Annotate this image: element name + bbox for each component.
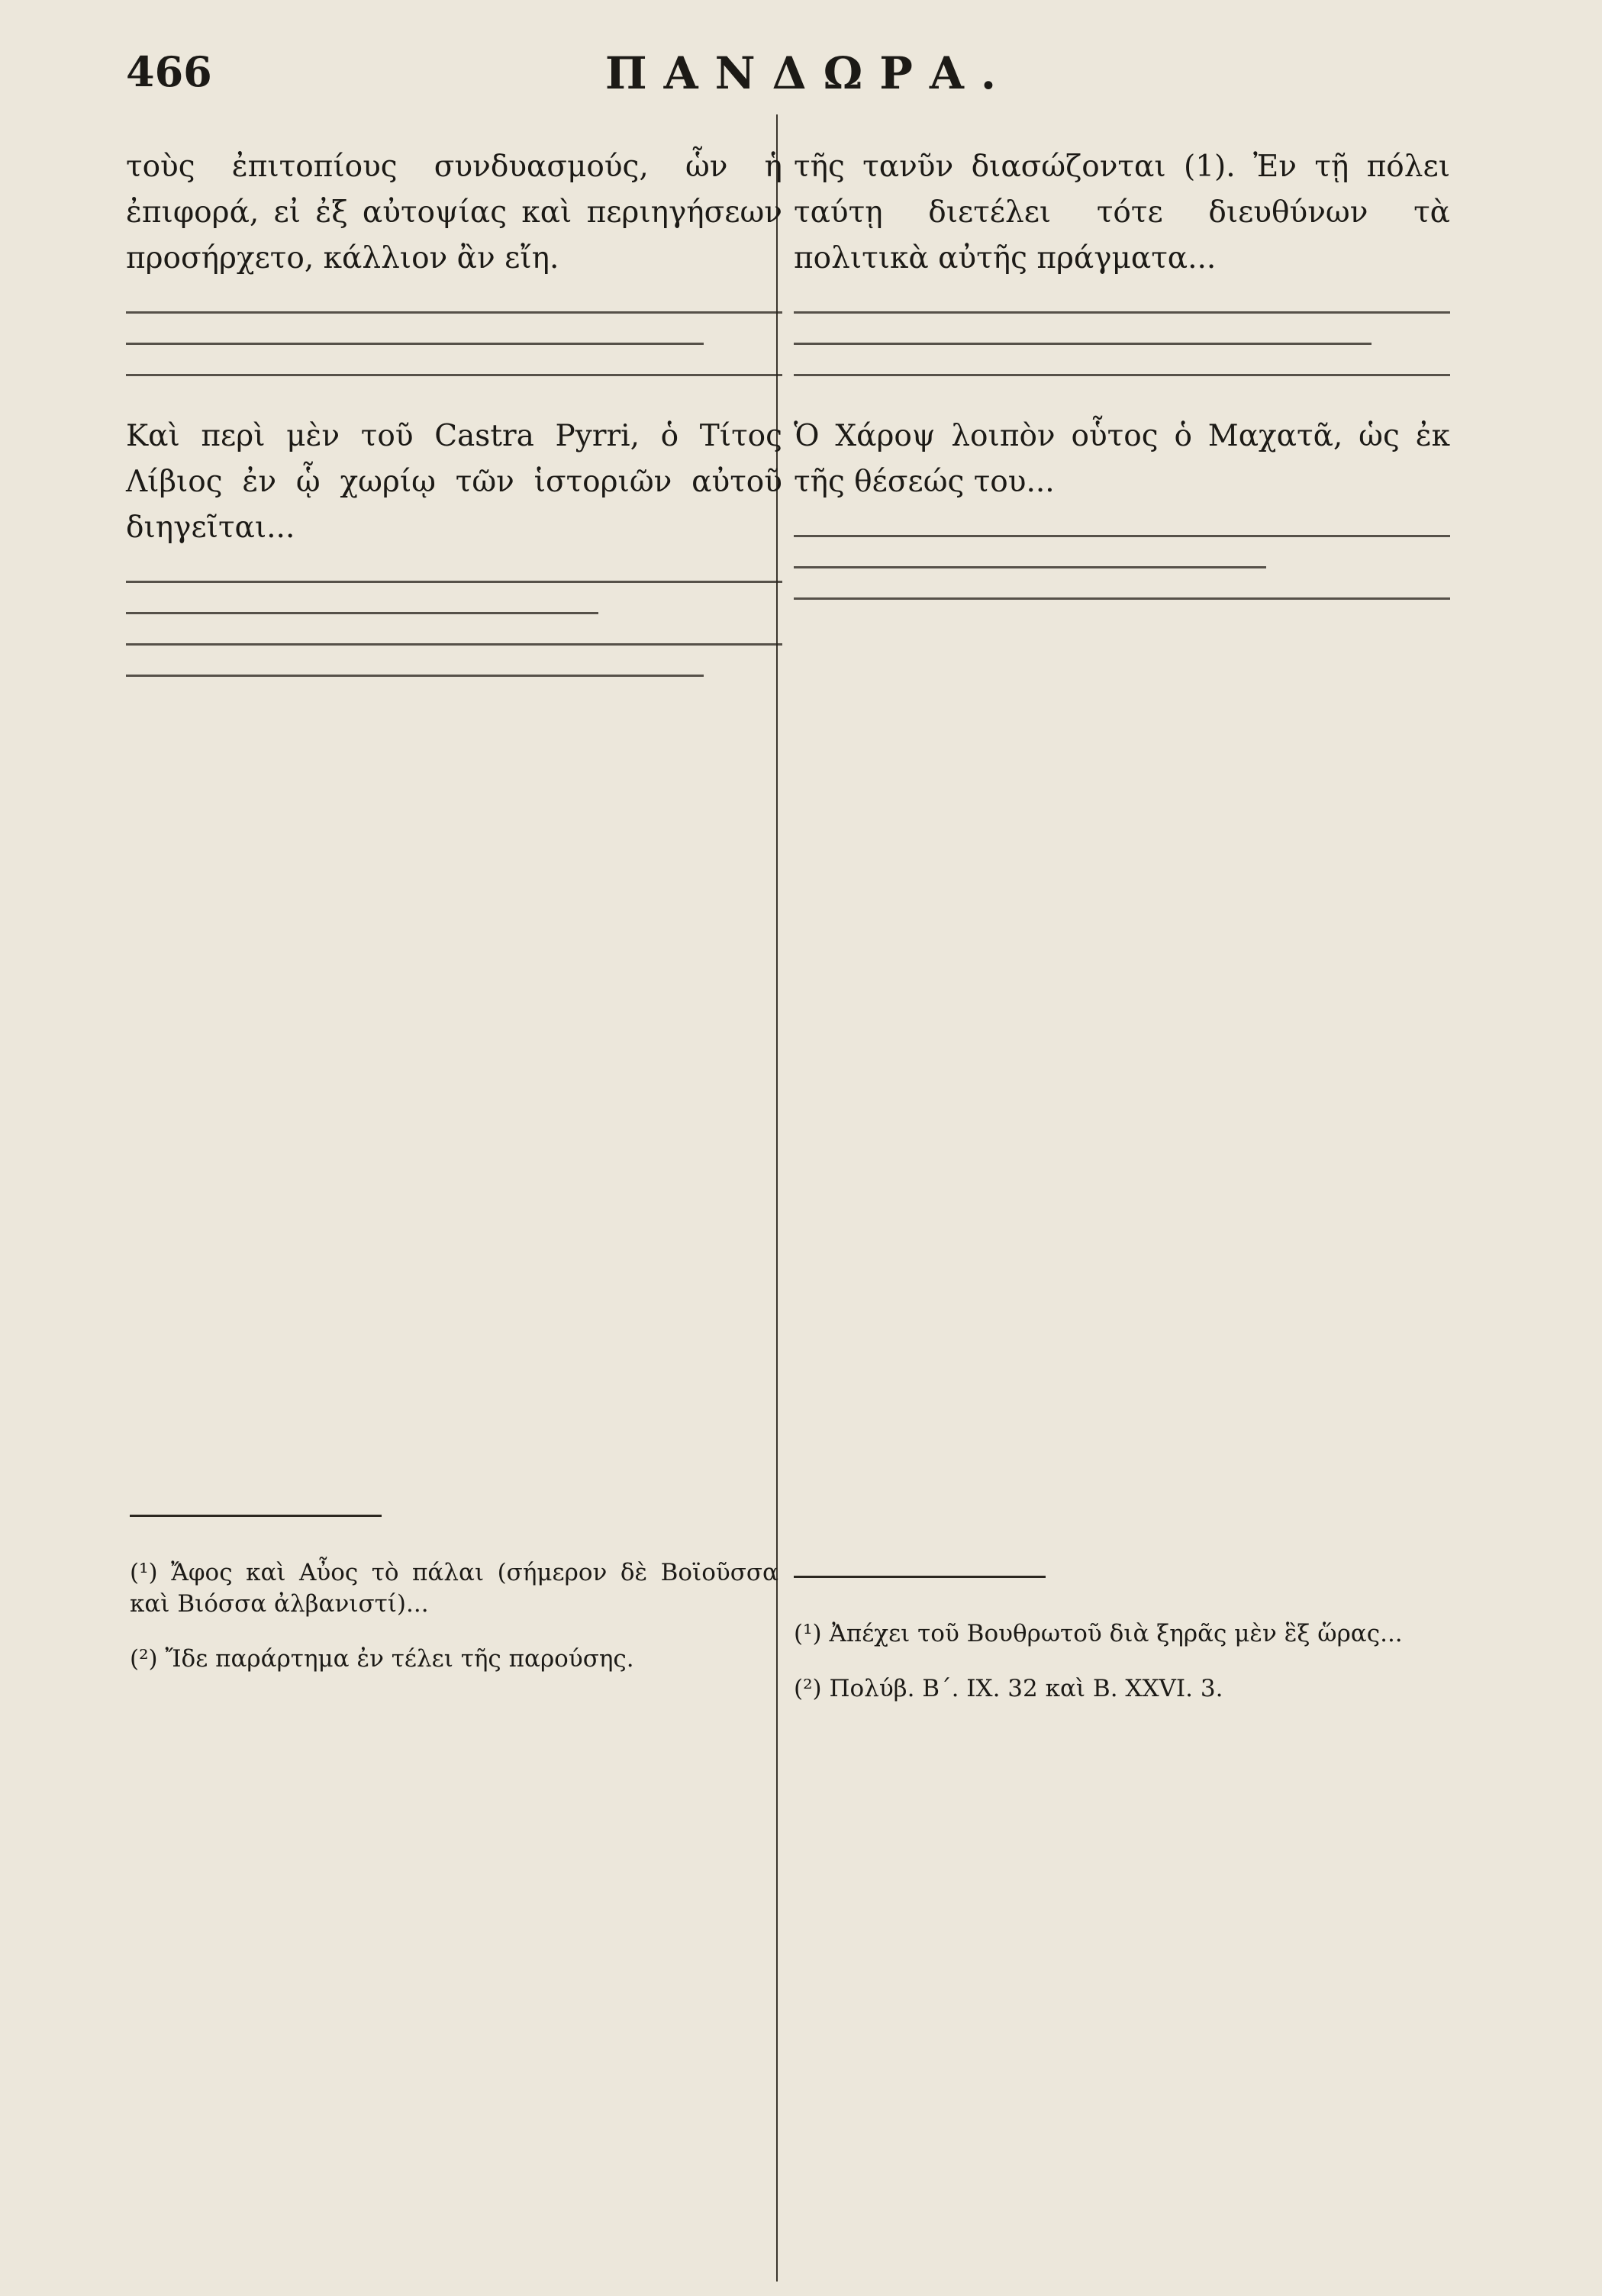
journal-title: ΠΑΝΔΩΡΑ. xyxy=(604,47,1014,99)
text-block-placeholder xyxy=(126,343,704,353)
left-excerpt-1: τοὺς ἐπιτοπίους συνδυασμούς, ὧν ἡ ἐπιφορά, εἰ ἐξ αὐτοψίας καὶ περιηγήσεων προσήρχετο, κάλλιον ἂν εἴη. xyxy=(126,150,782,275)
text-block-placeholder xyxy=(126,311,782,321)
text-block-placeholder xyxy=(126,581,782,591)
text-block-placeholder xyxy=(794,343,1372,353)
text-block-placeholder xyxy=(126,675,704,684)
left-column xyxy=(126,114,782,706)
footnotes-right xyxy=(794,1595,1442,1728)
text-block-placeholder xyxy=(794,535,1450,545)
right-excerpt-1: τῆς τανῦν διασώζονται (1). Ἐν τῇ πόλει ταύτῃ διετέλει τότε διευθύνων τὰ πολιτικὰ αὐτῆς πράγματα... xyxy=(794,150,1450,275)
footnote-left-2: (²) Ἴδε παράρτημα ἐν τέλει τῆς παρούσης. xyxy=(130,1645,634,1673)
footnote-rule-right xyxy=(794,1576,1046,1578)
text-block-placeholder xyxy=(126,612,598,622)
right-column xyxy=(794,114,1450,629)
page-number: 466 xyxy=(126,47,212,96)
text-block-placeholder xyxy=(126,374,782,384)
footnote-right-2: (²) Πολύβ. Β´. IX. 32 καὶ Β. XXVI. 3. xyxy=(794,1675,1223,1702)
footnote-right-1: (¹) Ἀπέχει τοῦ Βουθρωτοῦ διὰ ξηρᾶς μὲν ἓξ ὥρας... xyxy=(794,1620,1403,1647)
text-block-placeholder xyxy=(794,374,1450,384)
footnote-rule-left xyxy=(130,1515,382,1517)
running-header xyxy=(126,47,1492,101)
left-excerpt-2: Καὶ περὶ μὲν τοῦ Castra Pyrri, ὁ Τίτος Λίβιος ἐν ᾧ χωρίῳ τῶν ἱστοριῶν αὐτοῦ διηγεῖται... xyxy=(126,419,782,545)
footnote-left-1: (¹) Ἄφος καὶ Αὖος τὸ πάλαι (σήμερον δὲ Βοϊοῦσσα καὶ Βιόσσα ἀλβανιστί)... xyxy=(130,1559,778,1618)
footnotes-left xyxy=(130,1534,778,1699)
text-block-placeholder xyxy=(126,643,782,653)
text-block-placeholder xyxy=(794,597,1450,607)
text-block-placeholder xyxy=(794,311,1450,321)
right-excerpt-2: Ὁ Χάροψ λοιπὸν οὗτος ὁ Μαχατᾶ, ὡς ἐκ τῆς θέσεώς του... xyxy=(794,419,1450,499)
text-block-placeholder xyxy=(794,566,1266,576)
